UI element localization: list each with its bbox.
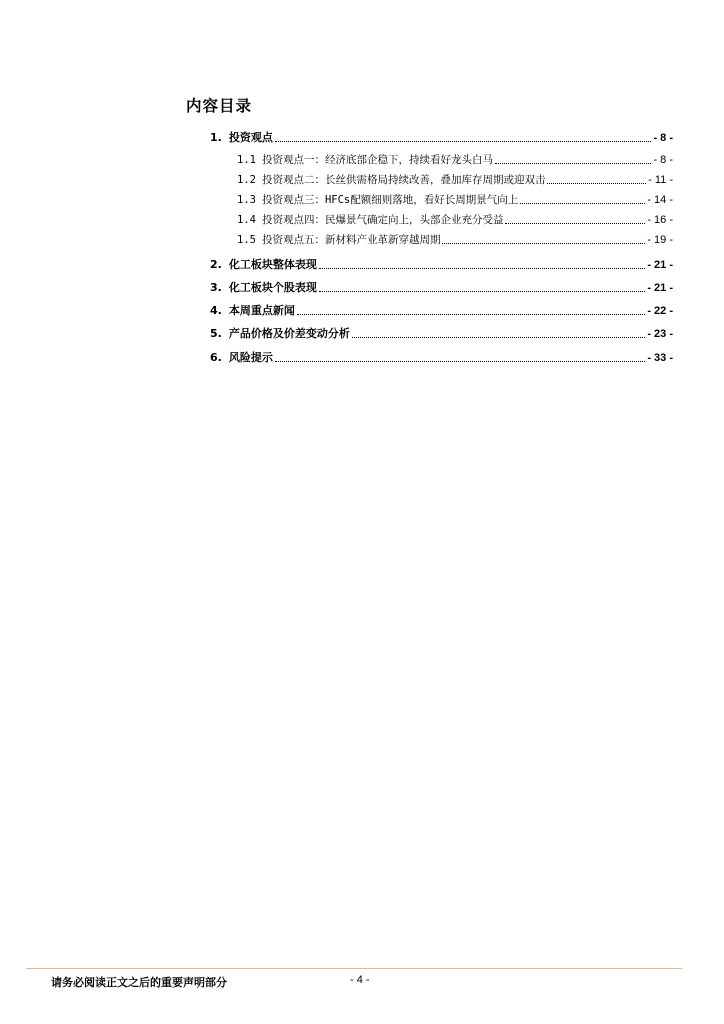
- toc-entry-1-5[interactable]: [237, 231, 673, 247]
- toc-entry-number: 5.: [210, 327, 222, 340]
- toc-entry-page: - 11 -: [648, 174, 673, 186]
- toc-entry-text: 产品价格及价差变动分析: [228, 327, 350, 340]
- toc-entry-page: - 21 -: [647, 259, 673, 271]
- toc-leader-dots: [275, 361, 645, 362]
- toc-entry-page: - 33 -: [647, 352, 673, 364]
- toc-entry-text: 投资观点五：新材料产业革新穿越周期: [261, 234, 441, 246]
- toc-entry-1-4[interactable]: [237, 211, 673, 227]
- toc-entry-4[interactable]: [210, 302, 673, 318]
- toc-entry-number: 1.3: [237, 194, 256, 206]
- toc-entry-1-1[interactable]: [237, 151, 673, 167]
- toc-entry-number: 2.: [210, 258, 222, 271]
- toc-entry-page: - 19 -: [647, 234, 673, 246]
- toc-entry-number: 6.: [210, 351, 222, 364]
- toc-entry-1[interactable]: [210, 129, 673, 145]
- toc-leader-dots: [297, 314, 645, 315]
- toc-entry-text: 投资观点: [228, 131, 273, 144]
- footer-page-number: - 4 -: [350, 974, 370, 986]
- toc-entry-text: 化工板块个股表现: [228, 281, 317, 294]
- toc-entry-page: - 22 -: [647, 305, 673, 317]
- footer-divider: [26, 968, 682, 969]
- toc-leader-dots: [520, 203, 645, 204]
- footer-disclaimer: 请务必阅读正文之后的重要声明部分: [51, 976, 227, 989]
- toc-entry-1-2[interactable]: [237, 171, 673, 187]
- toc-entry-number: 4.: [210, 304, 222, 317]
- toc-entry-number: 1.: [210, 131, 222, 144]
- toc-title: 内容目录: [186, 97, 253, 115]
- toc-entry-text: 投资观点一：经济底部企稳下，持续看好龙头白马: [261, 154, 493, 166]
- toc-entry-text: 投资观点三：HFCs配额细则落地，看好长周期景气向上: [261, 194, 519, 206]
- toc-leader-dots: [442, 243, 645, 244]
- toc-entry-text: 投资观点二：长丝供需格局持续改善，叠加库存周期或迎双击: [261, 174, 546, 186]
- toc-entry-text: 本周重点新闻: [228, 304, 295, 317]
- toc-entry-page: - 8 -: [653, 132, 673, 144]
- toc-entry-1-3[interactable]: [237, 191, 673, 207]
- toc-entry-text: 化工板块整体表现: [228, 258, 317, 271]
- toc-entry-text: 风险提示: [228, 351, 273, 364]
- toc-entry-number: 1.5: [237, 234, 256, 246]
- toc-entry-2[interactable]: [210, 256, 673, 272]
- toc-entry-5[interactable]: [210, 325, 673, 341]
- toc-entry-number: 1.1: [237, 154, 256, 166]
- toc-entry-3[interactable]: [210, 279, 673, 295]
- toc-entry-number: 1.4: [237, 214, 256, 226]
- toc-entry-page: - 23 -: [647, 328, 673, 340]
- toc-leader-dots: [319, 291, 645, 292]
- toc-leader-dots: [547, 183, 646, 184]
- toc-entry-6[interactable]: [210, 349, 673, 365]
- toc-leader-dots: [275, 141, 652, 142]
- toc-entry-text: 投资观点四：民爆景气确定向上，头部企业充分受益: [261, 214, 504, 226]
- toc-leader-dots: [352, 337, 645, 338]
- toc-leader-dots: [319, 268, 645, 269]
- toc-leader-dots: [495, 163, 651, 164]
- toc-leader-dots: [505, 223, 645, 224]
- toc-entry-number: 3.: [210, 281, 222, 294]
- toc-entry-page: - 21 -: [647, 282, 673, 294]
- toc-entry-page: - 8 -: [653, 154, 673, 166]
- toc-entry-page: - 16 -: [647, 214, 673, 226]
- toc-entry-number: 1.2: [237, 174, 256, 186]
- toc-entry-page: - 14 -: [647, 194, 673, 206]
